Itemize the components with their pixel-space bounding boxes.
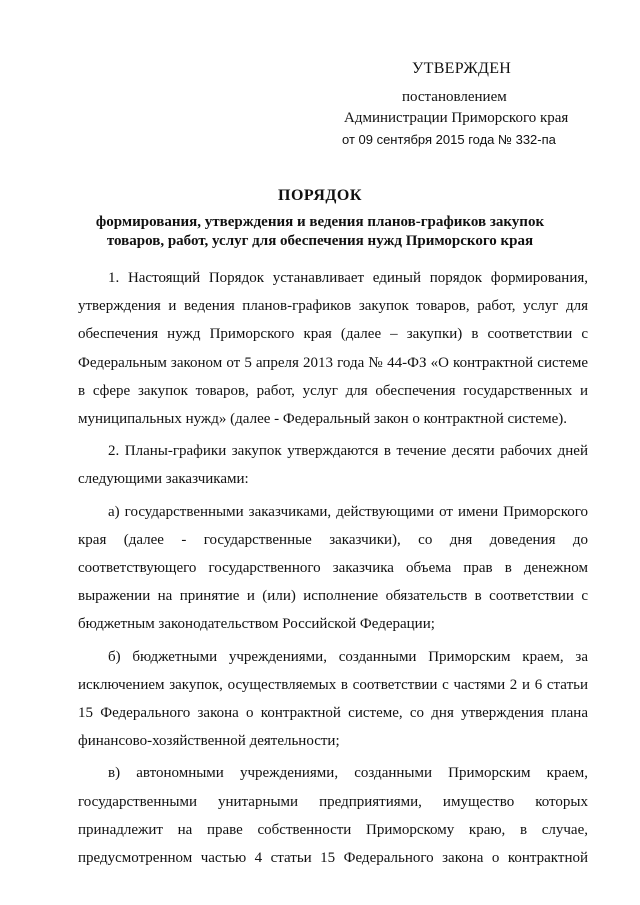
document-title: ПОРЯДОК <box>278 187 362 204</box>
paragraph-2a: а) государственными заказчиками, действующими от имени Приморского края (далее - государственные заказчики), со дня доведения до соответствующего государственного заказчика объема прав в денежном выражении на принятие и (или) исполнение обязательств в соответствии с бюджетным законодательством Российской Федерации; <box>78 503 588 633</box>
approved-label: УТВЕРЖДЕН <box>412 60 512 77</box>
document-body <box>78 264 588 872</box>
administration-name: Администрации Приморского края <box>344 110 569 126</box>
resolution-date: от 09 сентября 2015 года № 332-па <box>342 132 556 147</box>
approval-stamp <box>340 58 620 150</box>
paragraph-2: 2. Планы-графики закупок утверждаются в течение десяти рабочих дней следующими заказчиками: <box>78 443 588 488</box>
paragraph-1: 1. Настоящий Порядок устанавливает единый порядок формирования, утверждения и ведения планов-графиков закупок товаров, работ, услуг для обеспечения нужд Приморского края (далее – закупки) в соответствии с Федеральным законом от 5 апреля 2013 года № 44-ФЗ «О контрактной системе в сфере закупок товаров, работ, услуг для обеспечения государственных и муниципальных нужд» (далее - Федеральный закон о контрактной системе). <box>78 270 588 428</box>
resolution-label: постановлением <box>402 89 507 105</box>
document-subtitle: формирования, утверждения и ведения планов-графиков закупок товаров, работ, услуг для обеспечения нужд Приморского края <box>95 214 545 249</box>
paragraph-2b: б) бюджетными учреждениями, созданными Приморским краем, за исключением закупок, осуществляемых в соответствии с частями 2 и 6 статьи 15 Федерального закона о контрактной системе, со дня утверждения плана финансово-хозяйственной деятельности; <box>78 648 588 750</box>
paragraph-2v: в) автономными учреждениями, созданными Приморским краем, государственными унитарными предприятиями, имущество которых принадлежит на праве собственности Приморскому краю, в случае, предусмотренном частью 4 статьи 15 Федерального закона о контрактной <box>78 765 588 867</box>
